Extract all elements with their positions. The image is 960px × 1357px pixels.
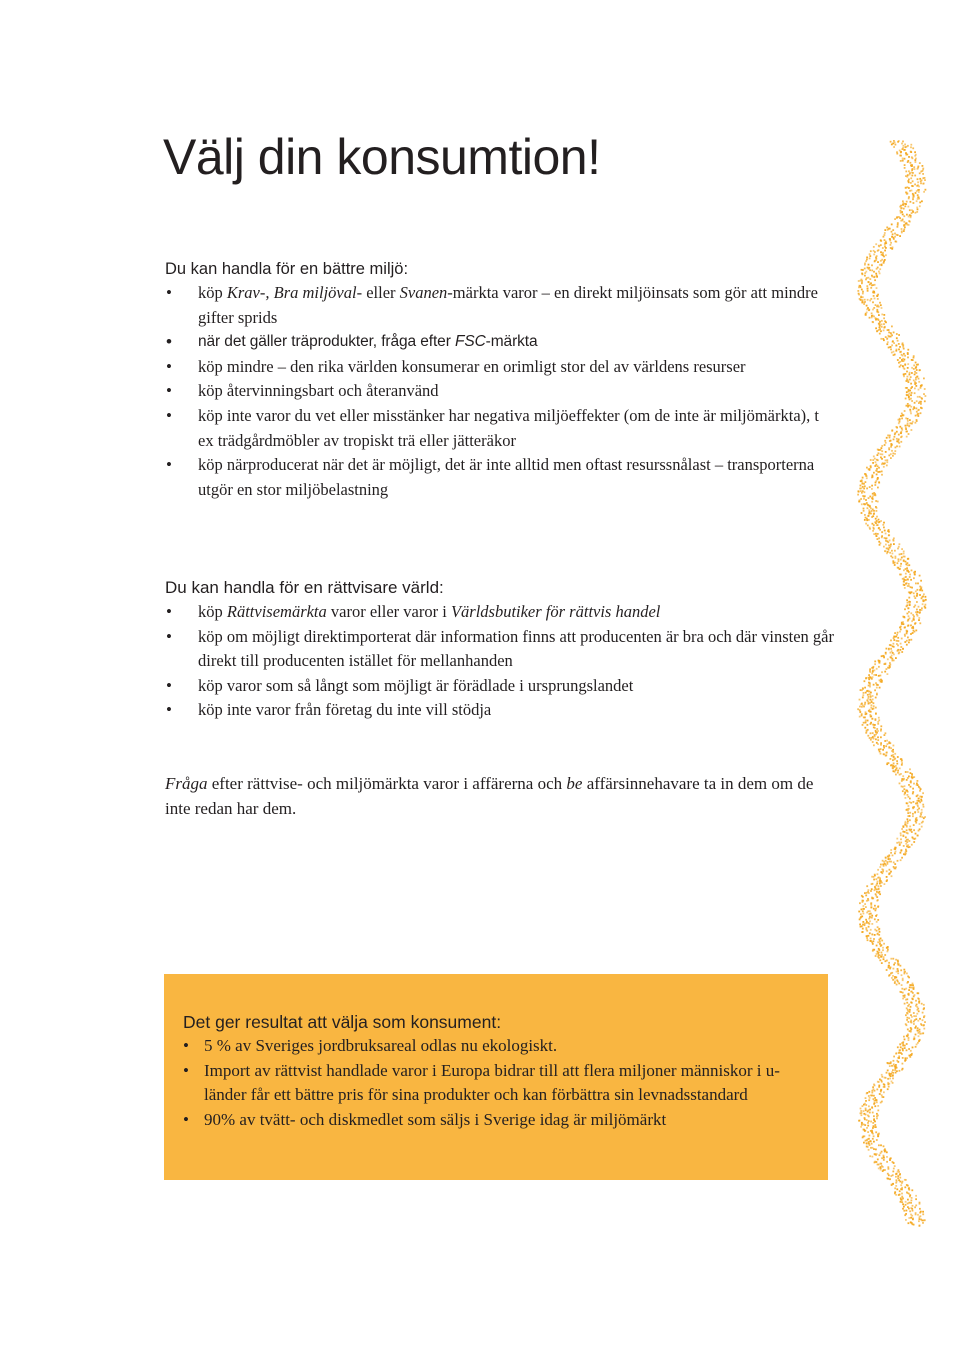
list-item: [165, 404, 837, 453]
list-item: [165, 355, 837, 380]
list-item: [183, 1034, 813, 1059]
emphasis-text: Rättvisemärkta: [226, 602, 327, 621]
list-item: [165, 379, 837, 404]
emphasis-text: Krav-, Bra miljöval-: [226, 283, 363, 302]
text-run: när det gäller träprodukter, fråga efter: [198, 333, 455, 351]
results-box: [164, 974, 828, 1180]
environment-section: [165, 257, 837, 502]
page-title: Välj din konsumtion!: [163, 129, 601, 185]
fair-trade-heading: Du kan handla för en rättvisare värld:: [165, 578, 444, 597]
emphasis-text: be: [566, 774, 583, 793]
text-run: 90% av tvätt- och diskmedlet som säljs i Sverige idag är miljömärkt: [204, 1109, 667, 1129]
text-run: köp återvinningsbart och återanvänd: [198, 381, 439, 401]
results-list: [183, 1034, 813, 1132]
text-run: efter rättvise- och miljömärkta varor i affärerna och: [207, 774, 567, 793]
list-item: [165, 600, 837, 625]
text-run: köp: [198, 602, 227, 621]
fair-trade-section: [165, 576, 837, 723]
text-run: 5 % av Sveriges jordbruksareal odlas nu ekologiskt.: [204, 1036, 558, 1055]
environment-list: [165, 281, 837, 502]
list-item: [183, 1059, 813, 1108]
text-run: Import av rättvist handlade varor i Europa bidrar till att flera miljoner människor i u-länder får ett bättre pris för sina produkter och kan förbättra sin levnadsstandard: [204, 1060, 780, 1105]
text-run: köp: [198, 283, 227, 302]
list-item: [183, 1108, 813, 1133]
text-run: varor eller varor i: [326, 602, 451, 621]
list-item: [165, 281, 837, 330]
text-run: köp om möjligt direktimporterat där information finns att producenten är bra och där vinsten går direkt till producenten istället för mellanhanden: [198, 626, 834, 671]
text-run: köp varor som så långt som möjligt är förädlade i ursprungslandet: [198, 675, 634, 695]
text-run: eller: [362, 283, 400, 302]
list-item: [165, 674, 837, 699]
emphasis-text: FSC: [454, 333, 486, 351]
text-run: -märkta: [485, 333, 538, 351]
list-item: [165, 453, 837, 502]
text-run: köp närproducerat när det är möjligt, det är inte alltid men oftast resurssnålast – transporterna utgör en stor miljöbelastning: [198, 455, 815, 499]
list-item: [165, 625, 837, 674]
results-heading: Det ger resultat att välja som konsument:: [183, 1012, 502, 1032]
environment-heading: Du kan handla för en bättre miljö:: [165, 260, 409, 278]
text-run: -märkta varor – en direkt miljöinsats som gör att mindre gifter sprids: [198, 283, 818, 327]
emphasis-text: Svanen: [399, 283, 448, 302]
text-run: köp mindre – den rika världen konsumerar en orimligt stor del av världens resurser: [198, 356, 746, 376]
list-item: [165, 698, 837, 723]
text-run: köp inte varor från företag du inte vill stödja: [198, 700, 492, 720]
text-run: köp inte varor du vet eller misstänker har negativa miljöeffekter (om de inte är miljömärkta), t ex trädgårdmöbler av tropiskt trä eller jätteräkor: [198, 405, 819, 450]
fair-trade-list: [165, 600, 837, 723]
closing-note: [165, 772, 835, 821]
emphasis-text: Världsbutiker för rättvis handel: [450, 602, 661, 621]
decorative-squiggle: [850, 140, 932, 1230]
list-item: [165, 330, 837, 355]
emphasis-text: Fråga: [165, 774, 208, 793]
text-run: affärsinnehavare ta in dem om de inte redan har dem.: [165, 774, 814, 818]
